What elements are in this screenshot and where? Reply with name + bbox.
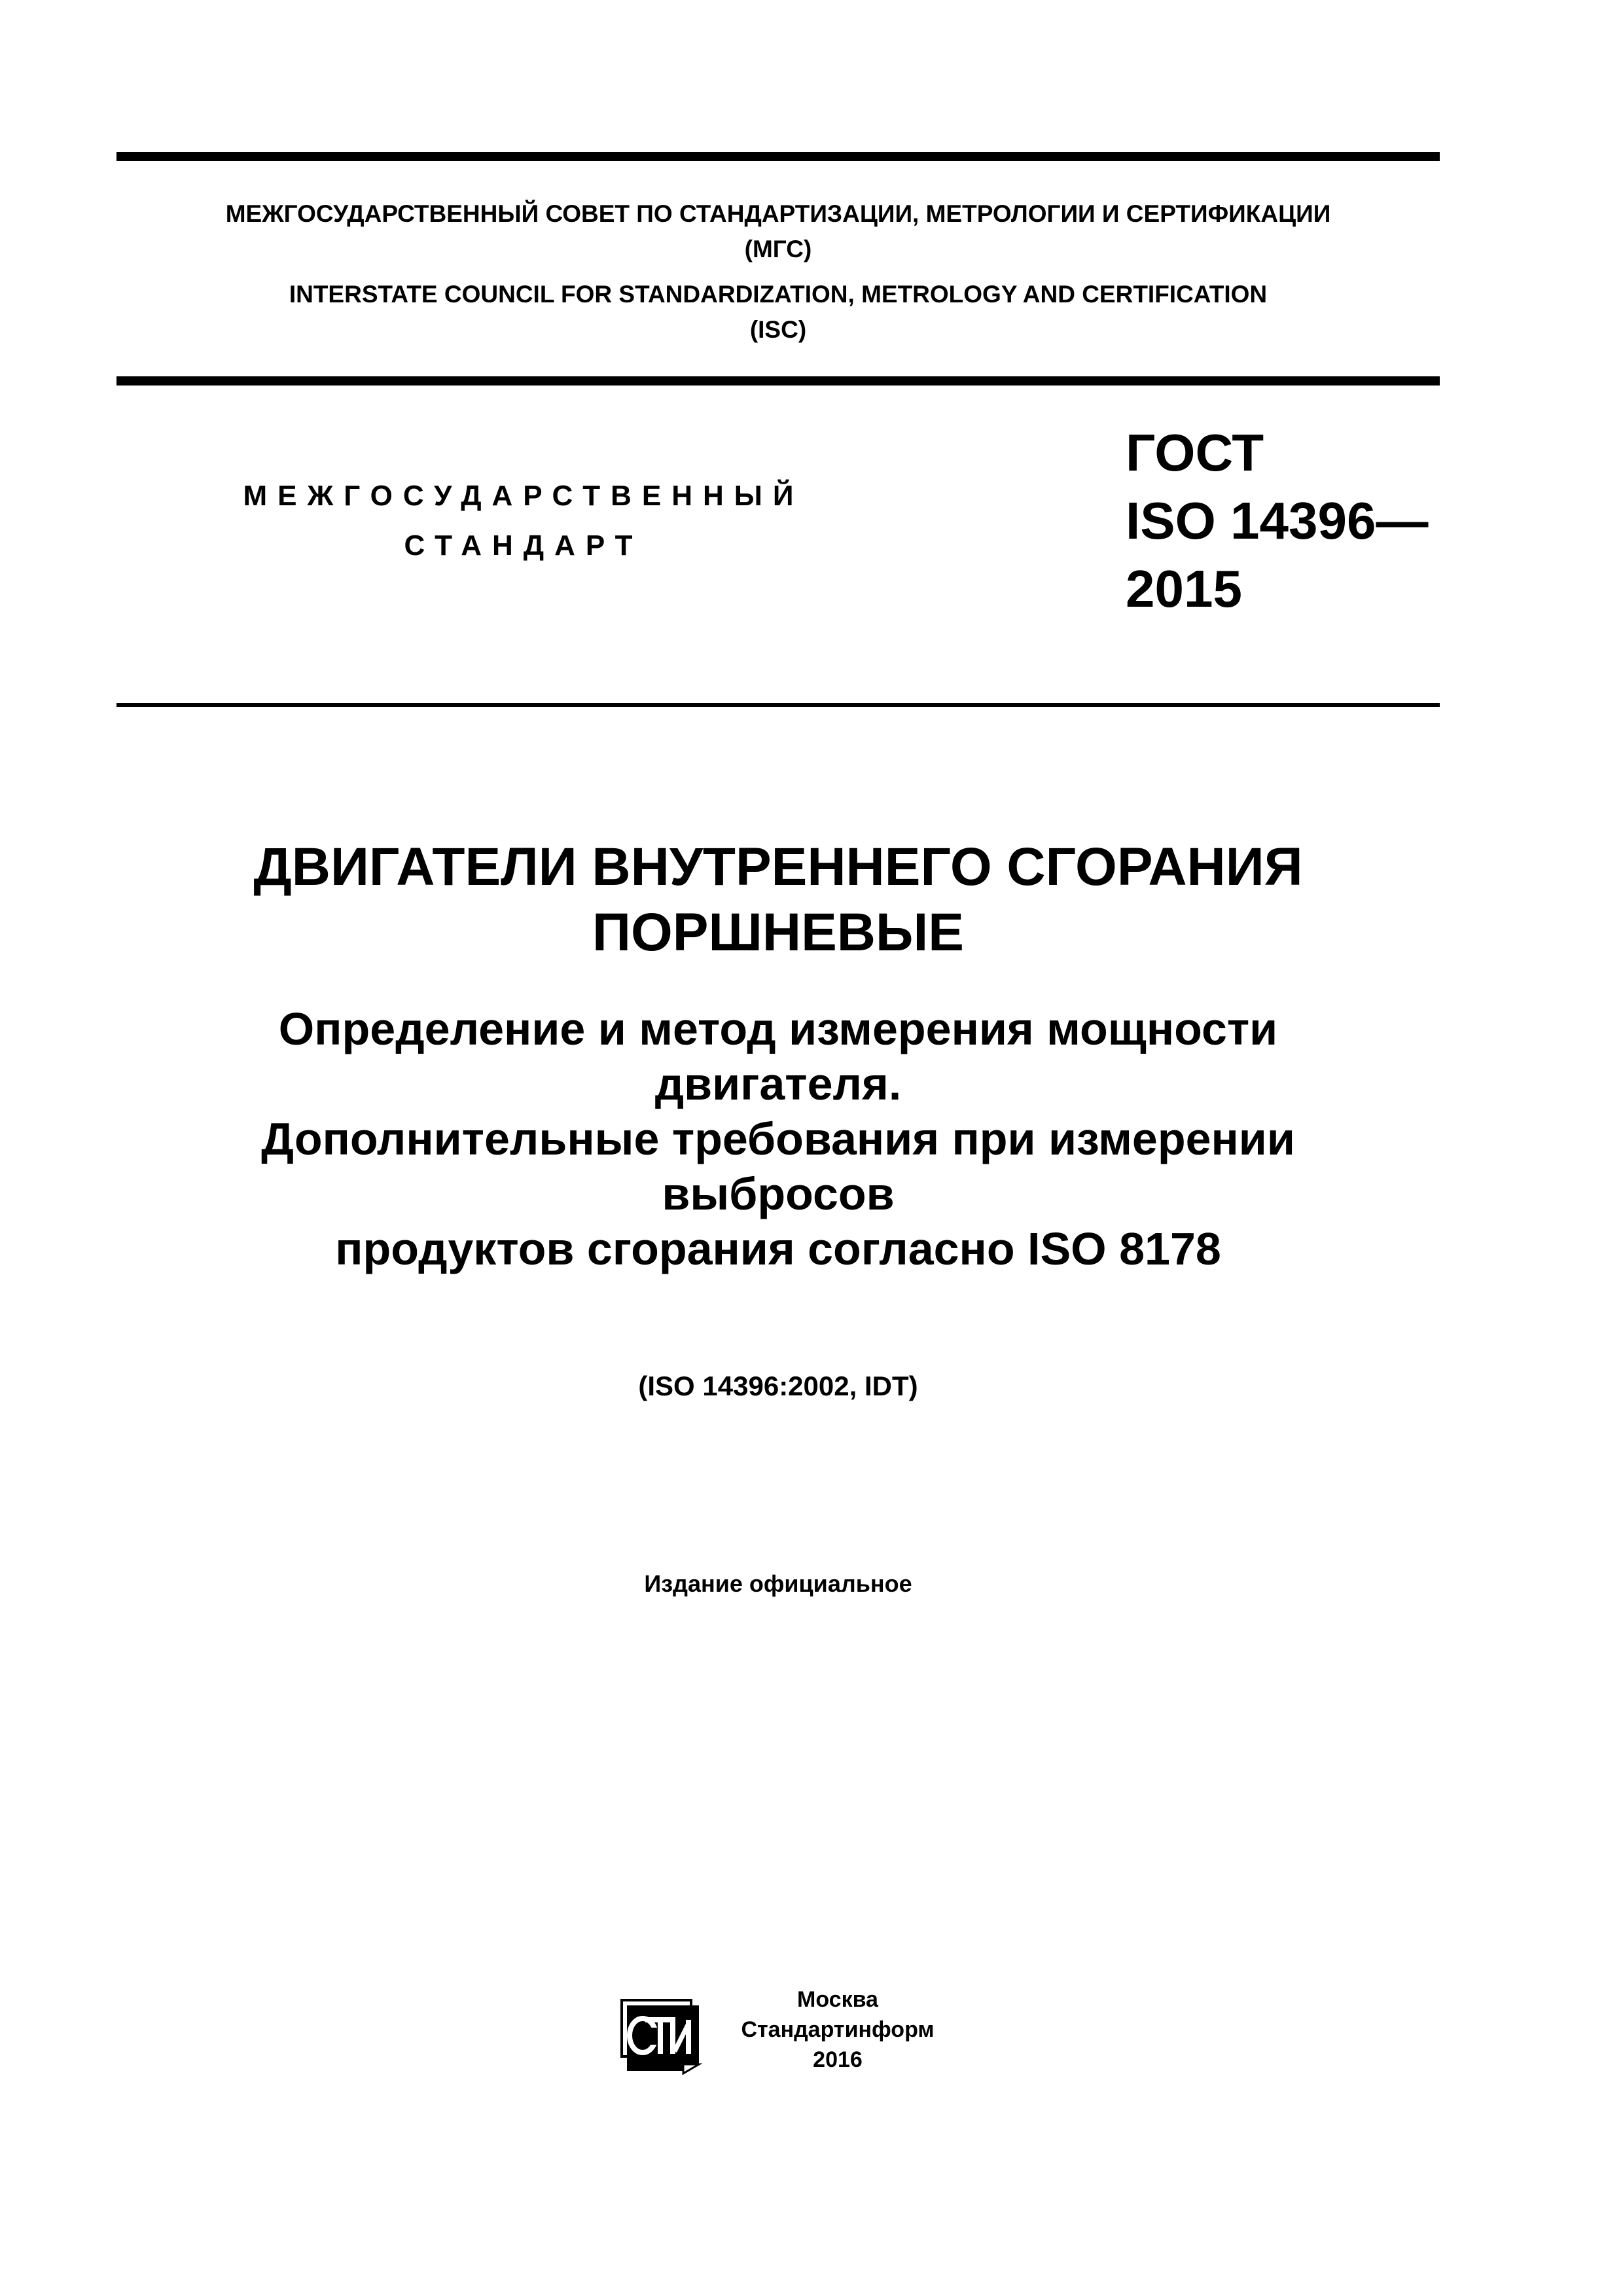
publisher-city: Москва bbox=[797, 1987, 878, 2012]
middle-divider bbox=[116, 376, 1440, 386]
designation-line3: 2015 bbox=[1126, 560, 1242, 618]
council-en-line1: INTERSTATE COUNCIL FOR STANDARDIZATION, METROLOGY AND CERTIFICATION bbox=[289, 281, 1268, 308]
subtitle-line3: Дополнительные требования при измерении bbox=[261, 1113, 1295, 1164]
publisher-imprint bbox=[726, 1984, 949, 2075]
subtitle-line2: двигателя. bbox=[654, 1058, 902, 1109]
standard-designation bbox=[1126, 419, 1429, 623]
standard-type-line2: СТАНДАРТ bbox=[404, 529, 643, 562]
top-divider bbox=[116, 152, 1440, 161]
main-title-line2: ПОРШНЕВЫЕ bbox=[592, 903, 964, 962]
council-en-abbr: (ISC) bbox=[749, 316, 807, 343]
council-ru-line1: МЕЖГОСУДАРСТВЕННЫЙ СОВЕТ ПО СТАНДАРТИЗАЦИИ, МЕТРОЛОГИИ И СЕРТИФИКАЦИИ bbox=[225, 200, 1331, 227]
document-main-title bbox=[116, 834, 1440, 965]
standartinform-logo-icon bbox=[618, 1994, 704, 2075]
subtitle-line4: выбросов bbox=[662, 1168, 895, 1219]
edition-label: Издание официальное bbox=[644, 1570, 912, 1597]
council-name-ru bbox=[116, 196, 1440, 267]
subtitle-line5: продуктов сгорания согласно ISO 8178 bbox=[335, 1223, 1221, 1274]
main-title-line1: ДВИГАТЕЛИ ВНУТРЕННЕГО СГОРАНИЯ bbox=[253, 837, 1303, 897]
council-name-en bbox=[116, 277, 1440, 348]
standard-type-line1: МЕЖГОСУДАРСТВЕННЫЙ bbox=[243, 480, 804, 512]
publisher-year: 2016 bbox=[813, 2047, 863, 2072]
publisher-name: Стандартинформ bbox=[741, 2017, 935, 2042]
subtitle-line1: Определение и метод измерения мощности bbox=[278, 1003, 1278, 1054]
designation-line1: ГОСТ bbox=[1126, 423, 1264, 482]
council-ru-abbr: (МГС) bbox=[744, 236, 812, 262]
designation-line2: ISO 14396— bbox=[1126, 492, 1429, 550]
lower-divider bbox=[116, 703, 1440, 707]
iso-reference: (ISO 14396:2002, IDT) bbox=[638, 1371, 918, 1401]
document-subtitle bbox=[116, 1001, 1440, 1276]
standard-type-label bbox=[196, 471, 851, 571]
